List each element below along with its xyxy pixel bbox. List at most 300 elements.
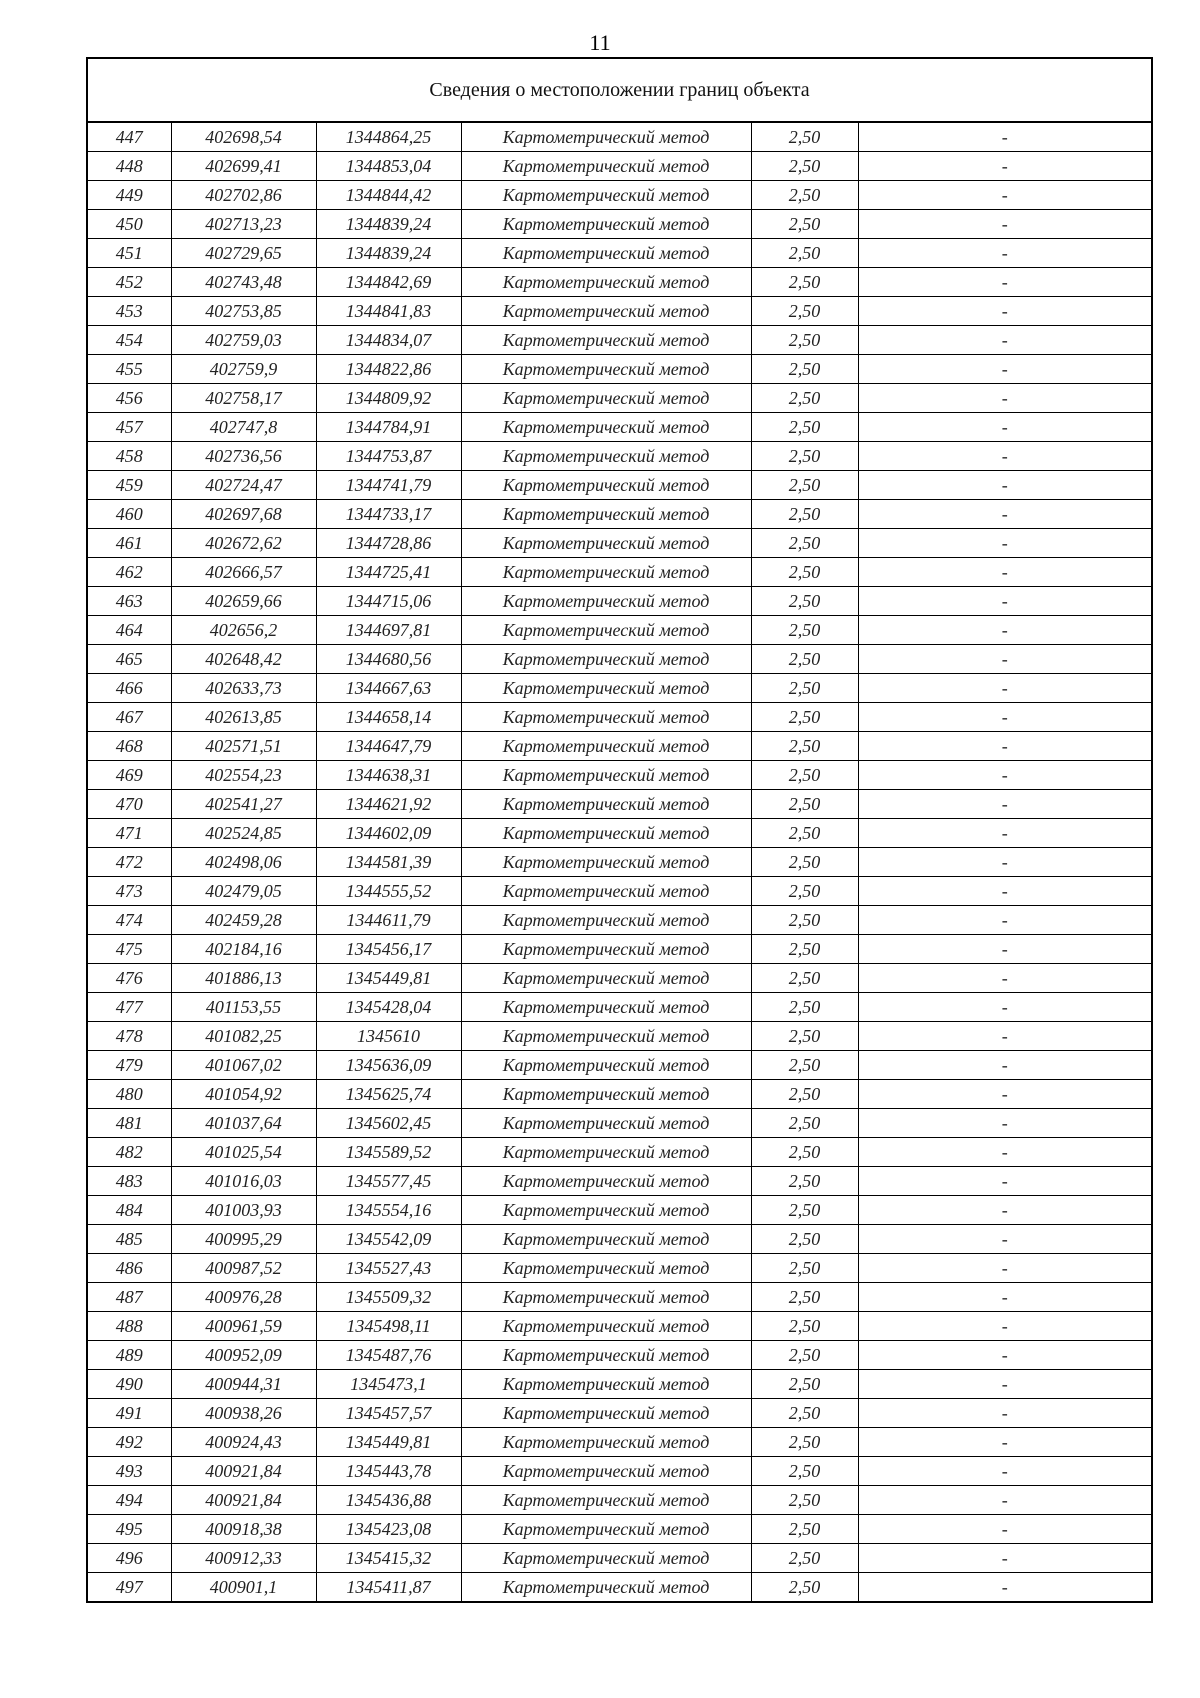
point-number-cell: 486 [87, 1254, 171, 1283]
accuracy-cell: 2,50 [751, 1225, 858, 1254]
description-cell: - [858, 558, 1152, 587]
accuracy-cell: 2,50 [751, 1254, 858, 1283]
y-coordinate-cell: 1344844,42 [316, 181, 461, 210]
x-coordinate-cell: 402479,05 [171, 877, 316, 906]
x-coordinate-cell: 402747,8 [171, 413, 316, 442]
point-number-cell: 484 [87, 1196, 171, 1225]
description-cell: - [858, 297, 1152, 326]
method-cell: Картометрический метод [461, 355, 751, 384]
method-cell: Картометрический метод [461, 616, 751, 645]
x-coordinate-cell: 402743,48 [171, 268, 316, 297]
x-coordinate-cell: 402633,73 [171, 674, 316, 703]
method-cell: Картометрический метод [461, 558, 751, 587]
table-body [87, 122, 1152, 1602]
point-number-cell: 467 [87, 703, 171, 732]
point-number-cell: 472 [87, 848, 171, 877]
table-row [87, 239, 1152, 268]
method-cell: Картометрический метод [461, 964, 751, 993]
table-row [87, 413, 1152, 442]
method-cell: Картометрический метод [461, 1486, 751, 1515]
accuracy-cell: 2,50 [751, 1196, 858, 1225]
point-number-cell: 477 [87, 993, 171, 1022]
accuracy-cell: 2,50 [751, 268, 858, 297]
x-coordinate-cell: 402184,16 [171, 935, 316, 964]
accuracy-cell: 2,50 [751, 181, 858, 210]
accuracy-cell: 2,50 [751, 1544, 858, 1573]
x-coordinate-cell: 402753,85 [171, 297, 316, 326]
x-coordinate-cell: 400921,84 [171, 1457, 316, 1486]
description-cell: - [858, 616, 1152, 645]
y-coordinate-cell: 1345636,09 [316, 1051, 461, 1080]
x-coordinate-cell: 402759,9 [171, 355, 316, 384]
description-cell: - [858, 761, 1152, 790]
point-number-cell: 449 [87, 181, 171, 210]
description-cell: - [858, 1399, 1152, 1428]
table-row [87, 442, 1152, 471]
table-row [87, 1312, 1152, 1341]
y-coordinate-cell: 1344853,04 [316, 152, 461, 181]
x-coordinate-cell: 402698,54 [171, 122, 316, 152]
description-cell: - [858, 1283, 1152, 1312]
accuracy-cell: 2,50 [751, 790, 858, 819]
y-coordinate-cell: 1344864,25 [316, 122, 461, 152]
method-cell: Картометрический метод [461, 268, 751, 297]
description-cell: - [858, 703, 1152, 732]
description-cell: - [858, 732, 1152, 761]
point-number-cell: 469 [87, 761, 171, 790]
method-cell: Картометрический метод [461, 848, 751, 877]
point-number-cell: 451 [87, 239, 171, 268]
table-row [87, 1428, 1152, 1457]
y-coordinate-cell: 1344839,24 [316, 210, 461, 239]
table-row [87, 935, 1152, 964]
accuracy-cell: 2,50 [751, 674, 858, 703]
method-cell: Картометрический метод [461, 442, 751, 471]
x-coordinate-cell: 400987,52 [171, 1254, 316, 1283]
accuracy-cell: 2,50 [751, 1486, 858, 1515]
boundary-coordinates-table [86, 57, 1153, 1603]
method-cell: Картометрический метод [461, 326, 751, 355]
description-cell: - [858, 239, 1152, 268]
point-number-cell: 496 [87, 1544, 171, 1573]
y-coordinate-cell: 1345415,32 [316, 1544, 461, 1573]
point-number-cell: 494 [87, 1486, 171, 1515]
y-coordinate-cell: 1344839,24 [316, 239, 461, 268]
accuracy-cell: 2,50 [751, 587, 858, 616]
description-cell: - [858, 935, 1152, 964]
table-row [87, 790, 1152, 819]
x-coordinate-cell: 402459,28 [171, 906, 316, 935]
x-coordinate-cell: 402702,86 [171, 181, 316, 210]
x-coordinate-cell: 400976,28 [171, 1283, 316, 1312]
point-number-cell: 475 [87, 935, 171, 964]
y-coordinate-cell: 1344658,14 [316, 703, 461, 732]
y-coordinate-cell: 1345527,43 [316, 1254, 461, 1283]
description-cell: - [858, 152, 1152, 181]
point-number-cell: 492 [87, 1428, 171, 1457]
page-number: 11 [589, 30, 611, 55]
table-title-row [87, 58, 1152, 122]
y-coordinate-cell: 1344667,63 [316, 674, 461, 703]
method-cell: Картометрический метод [461, 384, 751, 413]
description-cell: - [858, 384, 1152, 413]
accuracy-cell: 2,50 [751, 877, 858, 906]
table-row [87, 268, 1152, 297]
point-number-cell: 489 [87, 1341, 171, 1370]
description-cell: - [858, 1225, 1152, 1254]
description-cell: - [858, 587, 1152, 616]
y-coordinate-cell: 1344728,86 [316, 529, 461, 558]
x-coordinate-cell: 402554,23 [171, 761, 316, 790]
accuracy-cell: 2,50 [751, 1080, 858, 1109]
description-cell: - [858, 1109, 1152, 1138]
y-coordinate-cell: 1344842,69 [316, 268, 461, 297]
point-number-cell: 487 [87, 1283, 171, 1312]
x-coordinate-cell: 400961,59 [171, 1312, 316, 1341]
table-row [87, 1544, 1152, 1573]
table-row [87, 1225, 1152, 1254]
x-coordinate-cell: 401037,64 [171, 1109, 316, 1138]
method-cell: Картометрический метод [461, 152, 751, 181]
description-cell: - [858, 848, 1152, 877]
point-number-cell: 478 [87, 1022, 171, 1051]
point-number-cell: 448 [87, 152, 171, 181]
accuracy-cell: 2,50 [751, 1051, 858, 1080]
y-coordinate-cell: 1345625,74 [316, 1080, 461, 1109]
point-number-cell: 459 [87, 471, 171, 500]
y-coordinate-cell: 1344638,31 [316, 761, 461, 790]
x-coordinate-cell: 401025,54 [171, 1138, 316, 1167]
point-number-cell: 466 [87, 674, 171, 703]
description-cell: - [858, 790, 1152, 819]
y-coordinate-cell: 1345498,11 [316, 1312, 461, 1341]
method-cell: Картометрический метод [461, 297, 751, 326]
table-row [87, 906, 1152, 935]
method-cell: Картометрический метод [461, 1370, 751, 1399]
table-row [87, 993, 1152, 1022]
accuracy-cell: 2,50 [751, 297, 858, 326]
description-cell: - [858, 993, 1152, 1022]
table-row [87, 848, 1152, 877]
table-row [87, 1080, 1152, 1109]
table-row [87, 587, 1152, 616]
y-coordinate-cell: 1344741,79 [316, 471, 461, 500]
point-number-cell: 455 [87, 355, 171, 384]
x-coordinate-cell: 401054,92 [171, 1080, 316, 1109]
x-coordinate-cell: 400924,43 [171, 1428, 316, 1457]
description-cell: - [858, 906, 1152, 935]
table-title: Сведения о местоположении границ объекта [87, 58, 1152, 122]
x-coordinate-cell: 400921,84 [171, 1486, 316, 1515]
method-cell: Картометрический метод [461, 761, 751, 790]
y-coordinate-cell: 1344581,39 [316, 848, 461, 877]
method-cell: Картометрический метод [461, 674, 751, 703]
table-row [87, 1138, 1152, 1167]
table-row [87, 1283, 1152, 1312]
x-coordinate-cell: 402541,27 [171, 790, 316, 819]
accuracy-cell: 2,50 [751, 993, 858, 1022]
method-cell: Картометрический метод [461, 1138, 751, 1167]
accuracy-cell: 2,50 [751, 616, 858, 645]
point-number-cell: 491 [87, 1399, 171, 1428]
y-coordinate-cell: 1345487,76 [316, 1341, 461, 1370]
y-coordinate-cell: 1345456,17 [316, 935, 461, 964]
description-cell: - [858, 1167, 1152, 1196]
point-number-cell: 465 [87, 645, 171, 674]
point-number-cell: 479 [87, 1051, 171, 1080]
x-coordinate-cell: 402656,2 [171, 616, 316, 645]
accuracy-cell: 2,50 [751, 1515, 858, 1544]
point-number-cell: 480 [87, 1080, 171, 1109]
table-row [87, 964, 1152, 993]
description-cell: - [858, 413, 1152, 442]
accuracy-cell: 2,50 [751, 1167, 858, 1196]
table-row [87, 1051, 1152, 1080]
accuracy-cell: 2,50 [751, 471, 858, 500]
description-cell: - [858, 1486, 1152, 1515]
y-coordinate-cell: 1344841,83 [316, 297, 461, 326]
x-coordinate-cell: 402648,42 [171, 645, 316, 674]
point-number-cell: 471 [87, 819, 171, 848]
point-number-cell: 474 [87, 906, 171, 935]
description-cell: - [858, 1428, 1152, 1457]
accuracy-cell: 2,50 [751, 122, 858, 152]
description-cell: - [858, 1370, 1152, 1399]
description-cell: - [858, 500, 1152, 529]
y-coordinate-cell: 1345428,04 [316, 993, 461, 1022]
x-coordinate-cell: 401003,93 [171, 1196, 316, 1225]
x-coordinate-cell: 400995,29 [171, 1225, 316, 1254]
table-row [87, 1167, 1152, 1196]
accuracy-cell: 2,50 [751, 906, 858, 935]
method-cell: Картометрический метод [461, 1457, 751, 1486]
x-coordinate-cell: 400912,33 [171, 1544, 316, 1573]
description-cell: - [858, 645, 1152, 674]
method-cell: Картометрический метод [461, 1080, 751, 1109]
method-cell: Картометрический метод [461, 1167, 751, 1196]
table-row [87, 558, 1152, 587]
description-cell: - [858, 268, 1152, 297]
point-number-cell: 458 [87, 442, 171, 471]
y-coordinate-cell: 1344602,09 [316, 819, 461, 848]
x-coordinate-cell: 402759,03 [171, 326, 316, 355]
point-number-cell: 493 [87, 1457, 171, 1486]
description-cell: - [858, 355, 1152, 384]
accuracy-cell: 2,50 [751, 326, 858, 355]
table-row [87, 1196, 1152, 1225]
method-cell: Картометрический метод [461, 471, 751, 500]
x-coordinate-cell: 402524,85 [171, 819, 316, 848]
point-number-cell: 482 [87, 1138, 171, 1167]
accuracy-cell: 2,50 [751, 1109, 858, 1138]
y-coordinate-cell: 1345473,1 [316, 1370, 461, 1399]
point-number-cell: 476 [87, 964, 171, 993]
x-coordinate-cell: 402666,57 [171, 558, 316, 587]
table-row [87, 732, 1152, 761]
accuracy-cell: 2,50 [751, 935, 858, 964]
description-cell: - [858, 1196, 1152, 1225]
x-coordinate-cell: 400938,26 [171, 1399, 316, 1428]
x-coordinate-cell: 402659,66 [171, 587, 316, 616]
accuracy-cell: 2,50 [751, 1573, 858, 1603]
table-row [87, 819, 1152, 848]
method-cell: Картометрический метод [461, 1225, 751, 1254]
accuracy-cell: 2,50 [751, 558, 858, 587]
table-row [87, 1573, 1152, 1603]
y-coordinate-cell: 1344822,86 [316, 355, 461, 384]
x-coordinate-cell: 401886,13 [171, 964, 316, 993]
table-row [87, 1022, 1152, 1051]
point-number-cell: 464 [87, 616, 171, 645]
point-number-cell: 461 [87, 529, 171, 558]
description-cell: - [858, 442, 1152, 471]
description-cell: - [858, 819, 1152, 848]
description-cell: - [858, 1254, 1152, 1283]
y-coordinate-cell: 1345423,08 [316, 1515, 461, 1544]
x-coordinate-cell: 402724,47 [171, 471, 316, 500]
accuracy-cell: 2,50 [751, 732, 858, 761]
description-cell: - [858, 1515, 1152, 1544]
y-coordinate-cell: 1345577,45 [316, 1167, 461, 1196]
method-cell: Картометрический метод [461, 1399, 751, 1428]
point-number-cell: 447 [87, 122, 171, 152]
y-coordinate-cell: 1345457,57 [316, 1399, 461, 1428]
point-number-cell: 495 [87, 1515, 171, 1544]
accuracy-cell: 2,50 [751, 1283, 858, 1312]
description-cell: - [858, 1544, 1152, 1573]
table-row [87, 1370, 1152, 1399]
method-cell: Картометрический метод [461, 703, 751, 732]
point-number-cell: 456 [87, 384, 171, 413]
y-coordinate-cell: 1345542,09 [316, 1225, 461, 1254]
y-coordinate-cell: 1345443,78 [316, 1457, 461, 1486]
point-number-cell: 462 [87, 558, 171, 587]
description-cell: - [858, 326, 1152, 355]
method-cell: Картометрический метод [461, 993, 751, 1022]
point-number-cell: 454 [87, 326, 171, 355]
table-row [87, 500, 1152, 529]
y-coordinate-cell: 1344834,07 [316, 326, 461, 355]
y-coordinate-cell: 1345610 [316, 1022, 461, 1051]
method-cell: Картометрический метод [461, 1428, 751, 1457]
accuracy-cell: 2,50 [751, 1457, 858, 1486]
point-number-cell: 453 [87, 297, 171, 326]
method-cell: Картометрический метод [461, 1109, 751, 1138]
y-coordinate-cell: 1344753,87 [316, 442, 461, 471]
x-coordinate-cell: 402713,23 [171, 210, 316, 239]
y-coordinate-cell: 1345554,16 [316, 1196, 461, 1225]
description-cell: - [858, 1022, 1152, 1051]
method-cell: Картометрический метод [461, 906, 751, 935]
y-coordinate-cell: 1344733,17 [316, 500, 461, 529]
point-number-cell: 452 [87, 268, 171, 297]
method-cell: Картометрический метод [461, 1254, 751, 1283]
y-coordinate-cell: 1345589,52 [316, 1138, 461, 1167]
description-cell: - [858, 1341, 1152, 1370]
point-number-cell: 468 [87, 732, 171, 761]
table-row [87, 616, 1152, 645]
method-cell: Картометрический метод [461, 1196, 751, 1225]
method-cell: Картометрический метод [461, 790, 751, 819]
method-cell: Картометрический метод [461, 935, 751, 964]
accuracy-cell: 2,50 [751, 442, 858, 471]
method-cell: Картометрический метод [461, 181, 751, 210]
method-cell: Картометрический метод [461, 1022, 751, 1051]
method-cell: Картометрический метод [461, 210, 751, 239]
point-number-cell: 463 [87, 587, 171, 616]
table-row [87, 645, 1152, 674]
table-row [87, 1109, 1152, 1138]
y-coordinate-cell: 1344784,91 [316, 413, 461, 442]
point-number-cell: 481 [87, 1109, 171, 1138]
table-row [87, 1457, 1152, 1486]
y-coordinate-cell: 1344621,92 [316, 790, 461, 819]
x-coordinate-cell: 402697,68 [171, 500, 316, 529]
method-cell: Картометрический метод [461, 413, 751, 442]
x-coordinate-cell: 402613,85 [171, 703, 316, 732]
method-cell: Картометрический метод [461, 1573, 751, 1603]
table-row [87, 703, 1152, 732]
accuracy-cell: 2,50 [751, 1399, 858, 1428]
y-coordinate-cell: 1345509,32 [316, 1283, 461, 1312]
accuracy-cell: 2,50 [751, 529, 858, 558]
table-row [87, 1341, 1152, 1370]
y-coordinate-cell: 1344611,79 [316, 906, 461, 935]
accuracy-cell: 2,50 [751, 1138, 858, 1167]
accuracy-cell: 2,50 [751, 500, 858, 529]
table-row [87, 471, 1152, 500]
y-coordinate-cell: 1344715,06 [316, 587, 461, 616]
description-cell: - [858, 529, 1152, 558]
method-cell: Картометрический метод [461, 1312, 751, 1341]
method-cell: Картометрический метод [461, 529, 751, 558]
description-cell: - [858, 964, 1152, 993]
accuracy-cell: 2,50 [751, 819, 858, 848]
accuracy-cell: 2,50 [751, 964, 858, 993]
description-cell: - [858, 1312, 1152, 1341]
accuracy-cell: 2,50 [751, 1312, 858, 1341]
method-cell: Картометрический метод [461, 500, 751, 529]
table-row [87, 384, 1152, 413]
table-row [87, 877, 1152, 906]
x-coordinate-cell: 402699,41 [171, 152, 316, 181]
description-cell: - [858, 471, 1152, 500]
description-cell: - [858, 181, 1152, 210]
accuracy-cell: 2,50 [751, 1370, 858, 1399]
accuracy-cell: 2,50 [751, 355, 858, 384]
description-cell: - [858, 1573, 1152, 1603]
method-cell: Картометрический метод [461, 1544, 751, 1573]
point-number-cell: 470 [87, 790, 171, 819]
boundary-table-container [86, 57, 1151, 1603]
description-cell: - [858, 1051, 1152, 1080]
accuracy-cell: 2,50 [751, 152, 858, 181]
x-coordinate-cell: 400901,1 [171, 1573, 316, 1603]
y-coordinate-cell: 1345602,45 [316, 1109, 461, 1138]
table-row [87, 529, 1152, 558]
table-row [87, 326, 1152, 355]
point-number-cell: 457 [87, 413, 171, 442]
y-coordinate-cell: 1344680,56 [316, 645, 461, 674]
x-coordinate-cell: 400918,38 [171, 1515, 316, 1544]
accuracy-cell: 2,50 [751, 239, 858, 268]
y-coordinate-cell: 1344725,41 [316, 558, 461, 587]
x-coordinate-cell: 401067,02 [171, 1051, 316, 1080]
description-cell: - [858, 122, 1152, 152]
x-coordinate-cell: 402729,65 [171, 239, 316, 268]
x-coordinate-cell: 402672,62 [171, 529, 316, 558]
x-coordinate-cell: 401016,03 [171, 1167, 316, 1196]
